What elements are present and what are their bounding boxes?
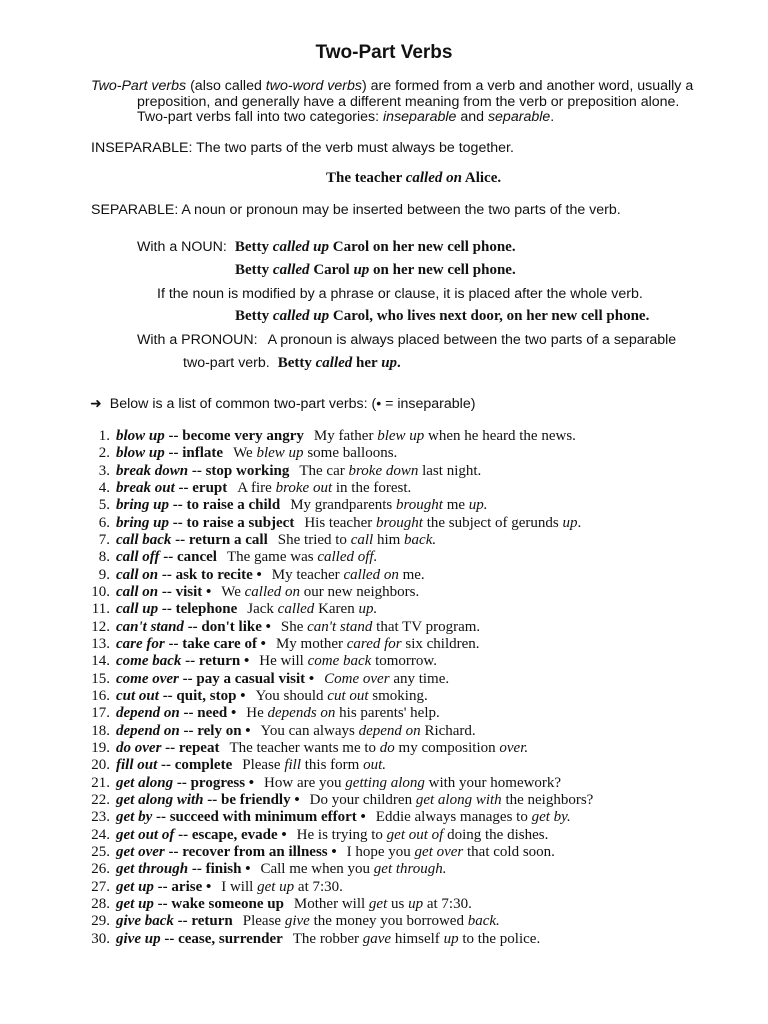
item-verb: get through <box>116 861 189 878</box>
item-number: 8. <box>98 549 110 566</box>
item-definition: -- to raise a child <box>168 497 281 514</box>
list-item <box>88 757 758 774</box>
item-number: 11. <box>91 601 110 618</box>
list-item <box>88 740 758 757</box>
item-number: 20. <box>91 757 110 774</box>
item-verb: get out of <box>116 826 175 843</box>
item-verb: call on <box>116 566 159 583</box>
item-example: My teacher called on me. <box>271 566 425 583</box>
item-number: 14. <box>91 653 110 670</box>
item-definition: -- progress • <box>173 774 255 791</box>
item-example: Call me when you get through. <box>260 861 447 878</box>
item-example: His teacher brought the subject of gerunds up. <box>304 514 582 531</box>
list-item <box>88 861 758 878</box>
item-example: Mother will get us up at 7:30. <box>293 895 472 912</box>
item-verb: call off <box>116 549 160 566</box>
item-example: He is trying to get out of doing the dishes. <box>296 826 549 843</box>
list-item <box>88 567 758 584</box>
item-definition: -- escape, evade • <box>174 826 287 843</box>
noun-example-2: Betty called Carol up on her new cell phone. <box>235 262 516 278</box>
item-verb: care for <box>116 635 165 652</box>
pronoun-rule <box>137 332 676 348</box>
item-definition: -- inflate <box>164 445 224 462</box>
list-intro <box>90 395 475 412</box>
item-number: 19. <box>91 739 110 756</box>
list-item <box>88 653 758 670</box>
item-definition: -- visit • <box>158 583 212 600</box>
separable-definition: SEPARABLE: A noun or pronoun may be inserted between the two parts of the verb. <box>91 202 621 218</box>
item-definition: -- take care of • <box>164 635 266 652</box>
item-example: Please give the money you borrowed back. <box>242 913 500 930</box>
inseparable-example <box>326 170 501 187</box>
item-verb: do over <box>116 739 162 756</box>
item-number: 7. <box>98 531 110 548</box>
example-text: Alice. <box>461 170 502 186</box>
arrow-right-icon: ➜ <box>90 395 102 411</box>
list-item <box>88 532 758 549</box>
item-example: You can always depend on Richard. <box>260 722 476 739</box>
item-verb: bring up <box>116 497 169 514</box>
item-number: 6. <box>98 514 110 531</box>
item-definition: -- cancel <box>159 549 217 566</box>
item-verb: call up <box>116 601 159 618</box>
item-example: My mother cared for six children. <box>275 635 480 652</box>
item-definition: -- repeat <box>161 739 220 756</box>
item-number: 23. <box>91 809 110 826</box>
item-number: 24. <box>91 826 110 843</box>
example-verb: called on <box>405 170 462 186</box>
list-item <box>88 792 758 809</box>
item-number: 25. <box>91 843 110 860</box>
item-verb: get along with <box>116 791 204 808</box>
list-item <box>88 723 758 740</box>
pronoun-sentence: Betty called her up. <box>277 355 401 371</box>
item-verb: give up <box>116 930 161 947</box>
list-item <box>88 896 758 913</box>
item-example: Jack called Karen up. <box>247 601 378 618</box>
list-item <box>88 636 758 653</box>
item-example: I hope you get over that cold soon. <box>346 843 555 860</box>
item-definition: -- return a call <box>171 531 268 548</box>
list-item <box>88 601 758 618</box>
list-item <box>88 445 758 462</box>
item-example: The robber gave himself up to the police. <box>292 930 541 947</box>
list-item <box>88 913 758 930</box>
item-verb: get up <box>116 878 154 895</box>
noun-sentence-1: Betty called up Carol on her new cell phone. <box>234 239 516 255</box>
list-item <box>88 827 758 844</box>
page-title: Two-Part Verbs <box>315 42 453 63</box>
item-verb: call on <box>116 583 159 600</box>
item-verb: get up <box>116 895 154 912</box>
item-example: I will get up at 7:30. <box>221 878 343 895</box>
item-number: 16. <box>91 687 110 704</box>
item-verb: get over <box>116 843 165 860</box>
intro-text: Two-part verbs fall into two categories: <box>137 109 384 125</box>
item-example: Do your children get along with the neighbors? <box>309 791 594 808</box>
item-definition: -- return <box>173 913 233 930</box>
intro-text: ) are formed from a verb and another word, usually a <box>362 78 694 94</box>
item-number: 3. <box>98 462 110 479</box>
item-example: You should cut out smoking. <box>255 687 428 704</box>
list-item <box>88 671 758 688</box>
category-inseparable: inseparable <box>383 109 457 125</box>
item-example: Come over any time. <box>324 670 450 687</box>
item-example: We called on our new neighbors. <box>221 583 420 600</box>
item-number: 27. <box>91 878 110 895</box>
item-verb: call back <box>116 531 172 548</box>
item-example: Eddie always manages to get by. <box>375 809 571 826</box>
item-definition: -- don't like • <box>183 618 271 635</box>
intro-text: and <box>456 109 488 125</box>
item-number: 30. <box>91 930 110 947</box>
item-definition: -- stop working <box>188 462 290 479</box>
item-definition: -- quit, stop • <box>158 687 246 704</box>
list-item <box>88 619 758 636</box>
item-definition: -- succeed with minimum effort • <box>152 809 366 826</box>
item-number: 15. <box>91 670 110 687</box>
item-definition: -- pay a casual visit • <box>178 670 315 687</box>
item-example: The game was called off. <box>226 549 378 566</box>
verb-list <box>88 428 758 948</box>
item-number: 29. <box>91 913 110 930</box>
intro-line-2: preposition, and generally have a different meaning from the verb or preposition alone. <box>137 94 680 110</box>
example-text: The teacher <box>326 170 406 186</box>
item-example: Please fill this form out. <box>242 757 386 774</box>
item-verb: blow up <box>116 445 165 462</box>
item-example: We blew up some balloons. <box>233 445 398 462</box>
item-verb: bring up <box>116 514 169 531</box>
modified-noun-rule: If the noun is modified by a phrase or clause, it is placed after the whole verb. <box>157 286 643 302</box>
item-definition: -- telephone <box>158 601 238 618</box>
list-item <box>88 844 758 861</box>
intro-line-1 <box>91 78 693 94</box>
inseparable-definition: INSEPARABLE: The two parts of the verb must always be together. <box>91 140 514 156</box>
item-verb: cut out <box>116 687 159 704</box>
category-separable: separable <box>487 109 551 125</box>
list-item <box>88 705 758 722</box>
item-number: 4. <box>98 479 110 496</box>
intro-text: (also called <box>186 78 266 94</box>
intro-term-alt: two-word verbs <box>265 78 362 94</box>
list-item <box>88 480 758 497</box>
item-example: She tried to call him back. <box>277 531 437 548</box>
item-number: 12. <box>91 618 110 635</box>
item-number: 9. <box>98 566 110 583</box>
intro-term: Two-Part verbs <box>91 78 187 94</box>
item-definition: -- cease, surrender <box>160 930 283 947</box>
list-item <box>88 549 758 566</box>
item-definition: -- finish • <box>188 861 251 878</box>
item-verb: get along <box>116 774 174 791</box>
intro-text: . <box>550 109 555 125</box>
pronoun-text: A pronoun is always placed between the two parts of a separable <box>267 332 677 348</box>
list-item <box>88 809 758 826</box>
item-verb: can't stand <box>116 618 184 635</box>
item-number: 2. <box>98 445 110 462</box>
item-verb: give back <box>116 913 174 930</box>
pronoun-text-cont: two-part verb. <box>183 355 270 371</box>
list-item <box>88 775 758 792</box>
pronoun-example <box>183 354 401 372</box>
item-definition: -- arise • <box>153 878 212 895</box>
item-verb: come back <box>116 653 182 670</box>
item-number: 13. <box>91 635 110 652</box>
item-number: 26. <box>91 861 110 878</box>
list-item <box>88 497 758 514</box>
noun-label: With a NOUN: <box>137 239 227 255</box>
item-verb: break out <box>116 479 175 496</box>
noun-example-3: Betty called up Carol, who lives next door, on her new cell phone. <box>235 308 650 324</box>
item-definition: -- recover from an illness • <box>164 843 337 860</box>
list-item <box>88 879 758 896</box>
item-example: My father blew up when he heard the news. <box>313 428 576 444</box>
item-number: 17. <box>91 705 110 722</box>
item-example: My grandparents brought me up. <box>290 497 488 514</box>
item-number: 5. <box>98 497 110 514</box>
item-example: He will come back tomorrow. <box>259 653 437 670</box>
item-number: 1. <box>98 428 110 444</box>
item-example: The teacher wants me to do my composition over. <box>229 739 529 756</box>
item-example: She can't stand that TV program. <box>280 618 481 635</box>
list-item <box>88 428 758 445</box>
item-number: 21. <box>91 774 110 791</box>
list-intro-text: Below is a list of common two-part verbs: (• = inseparable) <box>109 396 476 412</box>
item-verb: break down <box>116 462 189 479</box>
item-example: He depends on his parents' help. <box>246 705 440 722</box>
list-item <box>88 463 758 480</box>
item-example: A fire broke out in the forest. <box>237 479 412 496</box>
item-definition: -- return • <box>181 653 250 670</box>
item-verb: fill out <box>116 757 158 774</box>
item-number: 10. <box>91 583 110 600</box>
item-definition: -- erupt <box>174 479 228 496</box>
intro-line-3 <box>137 109 554 125</box>
list-item <box>88 688 758 705</box>
noun-example-1 <box>137 238 516 256</box>
item-definition: -- be friendly • <box>203 791 300 808</box>
list-item <box>88 515 758 532</box>
item-verb: depend on <box>116 705 180 722</box>
item-definition: -- ask to recite • <box>158 566 262 583</box>
pronoun-label: With a PRONOUN: <box>137 332 258 348</box>
item-definition: -- complete <box>157 757 233 774</box>
list-item <box>88 584 758 601</box>
item-definition: -- rely on • <box>179 722 251 739</box>
item-example: How are you getting along with your homework? <box>264 774 562 791</box>
item-number: 28. <box>91 895 110 912</box>
item-verb: depend on <box>116 722 180 739</box>
list-item <box>88 931 758 948</box>
item-example: The car broke down last night. <box>299 462 482 479</box>
item-verb: blow up <box>116 428 165 444</box>
item-number: 22. <box>91 791 110 808</box>
item-verb: come over <box>116 670 179 687</box>
item-number: 18. <box>91 722 110 739</box>
item-definition: -- become very angry <box>164 428 304 444</box>
item-definition: -- wake someone up <box>153 895 284 912</box>
item-verb: get by <box>116 809 153 826</box>
item-definition: -- need • <box>179 705 237 722</box>
item-definition: -- to raise a subject <box>168 514 295 531</box>
